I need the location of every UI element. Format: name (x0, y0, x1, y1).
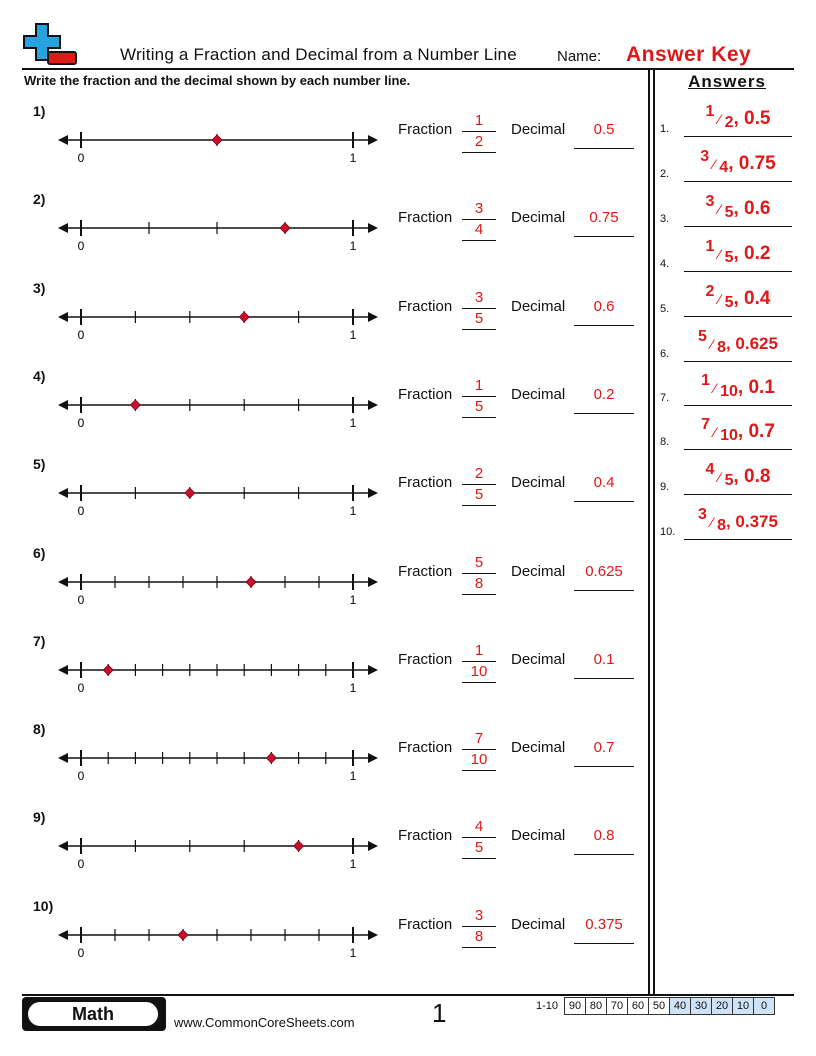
problem-number: 9) (33, 809, 46, 826)
number-line (56, 115, 380, 163)
decimal-label: Decimal (511, 474, 566, 492)
arrow-right-icon (368, 841, 378, 851)
problem-number: 8) (33, 721, 46, 738)
tick-label-one: 1 (349, 151, 357, 163)
fraction-answer (462, 376, 496, 418)
answer-separator: , (737, 377, 749, 398)
decimal-answer: 0.1 (593, 650, 615, 668)
arrow-left-icon (58, 135, 68, 145)
subject-label: Math (28, 1002, 158, 1026)
score-cell: 40 (670, 997, 691, 1015)
score-cell: 30 (691, 997, 712, 1015)
denominator: 10 (470, 751, 488, 769)
fraction-answer (462, 641, 496, 683)
arrow-right-icon (368, 135, 378, 145)
answer-item (660, 97, 794, 141)
tick-label-one: 1 (349, 239, 357, 252)
answer-line (574, 590, 634, 591)
numerator: 3 (474, 906, 484, 924)
problem-row (0, 103, 645, 191)
arrow-left-icon (58, 665, 68, 675)
fraction-label: Fraction (398, 474, 453, 492)
numerator: 1 (474, 641, 484, 659)
decimal-answer: 0.625 (585, 562, 623, 580)
answer-decimal: 0.625 (735, 334, 778, 353)
decimal-label: Decimal (511, 915, 566, 933)
fraction-answer (462, 111, 496, 153)
problem-number: 6) (33, 544, 46, 561)
answer-value (684, 328, 792, 357)
tick-label-zero: 0 (77, 857, 85, 870)
decimal-label: Decimal (511, 385, 566, 403)
fraction-slash: ⁄ (714, 111, 725, 127)
problem-row (0, 633, 645, 721)
score-cell: 0 (754, 997, 775, 1015)
denominator: 5 (474, 309, 484, 327)
problem-row (0, 368, 645, 456)
answer-numerator: 3 (700, 148, 710, 165)
answer-value (684, 416, 792, 445)
answer-decimal: 0.6 (744, 198, 771, 219)
answer-numerator: 1 (705, 238, 715, 255)
score-cell: 50 (649, 997, 670, 1015)
tick-label-one: 1 (349, 769, 357, 782)
page-number: 1 (432, 998, 447, 1028)
tick-label-zero: 0 (77, 327, 85, 340)
answer-key-label: Answer Key (626, 43, 752, 66)
fraction-slash: ⁄ (714, 246, 725, 262)
answer-numerator: 1 (701, 372, 710, 389)
tick-label-one: 1 (349, 680, 357, 693)
answer-line (574, 413, 634, 414)
answer-number: 10. (660, 526, 676, 538)
answer-line (574, 501, 634, 502)
arrow-right-icon (368, 312, 378, 322)
answer-decimal: 0.4 (744, 288, 771, 309)
numerator: 5 (474, 553, 484, 571)
answer-number: 8. (660, 436, 670, 448)
arrow-left-icon (58, 841, 68, 851)
top-rule (22, 68, 794, 70)
fraction-label: Fraction (398, 385, 453, 403)
answer-value (684, 372, 792, 401)
answer-numerator: 3 (698, 506, 707, 523)
answer-line (684, 226, 792, 227)
answer-separator: , (733, 243, 745, 264)
fraction-label: Fraction (398, 650, 453, 668)
point-marker (212, 135, 222, 145)
score-cell: 60 (628, 997, 649, 1015)
answer-value (684, 148, 792, 177)
answer-separator: , (737, 421, 749, 442)
tick-label-zero: 0 (77, 504, 85, 517)
problem-row (0, 191, 645, 279)
answer-item (660, 410, 794, 454)
answer-item (660, 500, 794, 544)
tick-label-zero: 0 (77, 680, 85, 693)
answer-numerator: 2 (705, 283, 715, 300)
answer-decimal: 0.75 (738, 153, 776, 174)
point-marker (246, 577, 256, 587)
answer-item (660, 322, 794, 366)
answer-decimal: 0.2 (744, 243, 771, 264)
point-marker (280, 223, 290, 233)
decimal-answer: 0.2 (593, 385, 615, 403)
answer-line (574, 148, 634, 149)
answer-value (684, 103, 792, 132)
answer-denominator: 5 (724, 249, 734, 266)
arrow-right-icon (368, 400, 378, 410)
number-line (56, 292, 380, 340)
fraction-slash: ⁄ (714, 201, 725, 217)
answer-decimal: 0.8 (744, 466, 771, 487)
website-link: www.CommonCoreSheets.com (174, 1015, 355, 1030)
score-table (530, 997, 775, 1015)
answer-line (462, 947, 496, 948)
point-marker (103, 665, 113, 675)
fraction-answer (462, 553, 496, 595)
problem-number: 4) (33, 367, 46, 384)
arrow-left-icon (58, 753, 68, 763)
number-line (56, 645, 380, 693)
score-cell: 10 (733, 997, 754, 1015)
numerator: 1 (474, 376, 484, 394)
fraction-label: Fraction (398, 121, 453, 138)
fraction-slash: ⁄ (714, 469, 725, 485)
answer-separator: , (733, 198, 745, 219)
answer-number: 5. (660, 303, 670, 315)
answer-line (462, 858, 496, 859)
answer-line (462, 505, 496, 506)
bottom-rule (22, 994, 794, 996)
answer-line (462, 240, 496, 241)
answer-line (574, 325, 634, 326)
denominator: 5 (474, 486, 484, 504)
problem-number: 1) (33, 103, 46, 119)
answer-number: 7. (660, 392, 670, 404)
decimal-answer: 0.75 (589, 209, 619, 227)
denominator: 10 (470, 662, 488, 680)
decimal-label: Decimal (511, 209, 566, 227)
fraction-label: Fraction (398, 562, 453, 580)
answers-header: Answers (688, 72, 766, 91)
number-line (56, 910, 380, 958)
answer-line (684, 361, 792, 362)
denominator: 4 (474, 221, 484, 239)
tick-label-one: 1 (349, 592, 357, 605)
fraction-slash: ⁄ (710, 380, 721, 396)
fraction-answer (462, 729, 496, 771)
fraction-slash: ⁄ (710, 424, 721, 440)
answer-denominator: 5 (724, 294, 734, 311)
answer-denominator: 5 (724, 204, 734, 221)
decimal-answer: 0.4 (593, 474, 615, 492)
point-marker (266, 753, 276, 763)
answer-numerator: 1 (705, 103, 715, 120)
numerator: 4 (474, 818, 484, 836)
answer-numerator: 4 (705, 461, 715, 478)
tick-label-one: 1 (349, 857, 357, 870)
fraction-answer (462, 817, 496, 859)
name-label: Name: (557, 48, 602, 65)
decimal-label: Decimal (511, 562, 566, 580)
denominator: 2 (474, 133, 484, 150)
fraction-label: Fraction (398, 915, 453, 933)
numerator: 2 (474, 465, 484, 483)
arrow-left-icon (58, 223, 68, 233)
problem-row (0, 809, 645, 897)
answer-denominator: 8 (717, 517, 726, 534)
answer-value (684, 283, 792, 312)
arrow-right-icon (368, 223, 378, 233)
logo-plus-minus-icon (22, 22, 80, 70)
arrow-right-icon (368, 753, 378, 763)
answer-line (462, 417, 496, 418)
answer-value (684, 461, 792, 490)
point-marker (239, 312, 249, 322)
number-line (56, 380, 380, 428)
decimal-label: Decimal (511, 739, 566, 757)
numerator: 1 (474, 112, 484, 129)
problem-row (0, 898, 645, 986)
answer-line (462, 770, 496, 771)
answer-line (684, 181, 792, 182)
arrow-left-icon (58, 488, 68, 498)
answer-item (660, 142, 794, 186)
number-line (56, 821, 380, 869)
fraction-label: Fraction (398, 209, 453, 227)
numerator: 7 (474, 730, 484, 748)
answer-line (684, 405, 792, 406)
answer-line (574, 236, 634, 237)
answer-denominator: 8 (717, 339, 726, 356)
answer-line (574, 766, 634, 767)
answer-line (684, 271, 792, 272)
decimal-label: Decimal (511, 297, 566, 315)
arrow-right-icon (368, 577, 378, 587)
answer-item (660, 277, 794, 321)
answer-line (574, 678, 634, 679)
fraction-slash: ⁄ (714, 291, 725, 307)
tick-label-one: 1 (349, 504, 357, 517)
answer-line (684, 539, 792, 540)
score-cell: 20 (712, 997, 733, 1015)
decimal-label: Decimal (511, 121, 566, 138)
column-divider (648, 68, 650, 996)
numerator: 3 (474, 200, 484, 218)
arrow-left-icon (58, 930, 68, 940)
answer-value (684, 193, 792, 222)
number-line (56, 733, 380, 781)
point-marker (185, 488, 195, 498)
numerator: 3 (474, 288, 484, 306)
denominator: 5 (474, 397, 484, 415)
tick-label-one: 1 (349, 327, 357, 340)
answer-denominator: 4 (719, 159, 729, 176)
tick-label-one: 1 (349, 415, 357, 428)
fraction-answer (462, 288, 496, 330)
fraction-slash: ⁄ (709, 156, 720, 172)
answer-line (462, 329, 496, 330)
score-cell: 80 (586, 997, 607, 1015)
answer-number: 1. (660, 123, 670, 135)
answer-numerator: 3 (705, 193, 715, 210)
tick-label-zero: 0 (77, 239, 85, 252)
answer-line (684, 136, 792, 137)
decimal-label: Decimal (511, 650, 566, 668)
arrow-right-icon (368, 665, 378, 675)
problem-row (0, 280, 645, 368)
answer-separator: , (733, 108, 745, 129)
answer-line (684, 316, 792, 317)
answer-separator: , (733, 466, 745, 487)
answer-separator: , (725, 334, 736, 353)
decimal-answer: 0.8 (593, 827, 615, 845)
fraction-answer (462, 464, 496, 506)
fraction-answer (462, 199, 496, 241)
tick-label-one: 1 (349, 945, 357, 958)
instructions: Write the fraction and the decimal shown by each number line. (24, 73, 411, 88)
answer-value (684, 506, 792, 535)
answer-line (462, 594, 496, 595)
answer-numerator: 5 (698, 328, 707, 345)
denominator: 5 (474, 839, 484, 857)
problem-number: 2) (33, 191, 46, 208)
problem-number: 5) (33, 456, 46, 473)
fraction-label: Fraction (398, 739, 453, 757)
subject-badge (22, 997, 166, 1031)
arrow-right-icon (368, 488, 378, 498)
point-marker (130, 400, 140, 410)
problem-row (0, 456, 645, 544)
answer-line (684, 494, 792, 495)
answer-line (684, 449, 792, 450)
problem-row (0, 545, 645, 633)
problem-row (0, 721, 645, 809)
score-range-label: 1-10 (535, 1000, 559, 1012)
decimal-answer: 0.375 (585, 915, 623, 933)
point-marker (178, 930, 188, 940)
arrow-left-icon (58, 577, 68, 587)
arrow-right-icon (368, 930, 378, 940)
answer-number: 9. (660, 481, 670, 493)
answer-denominator: 10 (720, 427, 738, 444)
tick-label-zero: 0 (77, 945, 85, 958)
answer-denominator: 5 (724, 472, 734, 489)
fraction-label: Fraction (398, 297, 453, 315)
answer-separator: , (733, 288, 745, 309)
point-marker (294, 841, 304, 851)
number-line (56, 203, 380, 251)
answer-denominator: 2 (724, 114, 734, 131)
answer-line (462, 682, 496, 683)
score-cell: 90 (564, 997, 586, 1015)
answer-number: 3. (660, 213, 670, 225)
number-line (56, 468, 380, 516)
tick-label-zero: 0 (77, 151, 85, 163)
answer-numerator: 7 (701, 416, 710, 433)
answer-decimal: 0.7 (748, 421, 775, 442)
tick-label-zero: 0 (77, 415, 85, 428)
arrow-left-icon (58, 312, 68, 322)
answer-line (574, 943, 634, 944)
problem-number: 10) (33, 897, 54, 914)
problem-number: 7) (33, 632, 46, 649)
answer-number: 2. (660, 168, 670, 180)
decimal-answer: 0.5 (593, 121, 615, 138)
decimal-label: Decimal (511, 827, 566, 845)
answer-number: 4. (660, 258, 670, 270)
problem-number: 3) (33, 279, 46, 296)
answer-value (684, 238, 792, 267)
answer-line (462, 152, 496, 153)
decimal-answer: 0.6 (593, 297, 615, 315)
answer-number: 6. (660, 348, 670, 360)
tick-label-zero: 0 (77, 592, 85, 605)
score-cell: 70 (607, 997, 628, 1015)
fraction-slash: ⁄ (706, 336, 718, 352)
column-divider (653, 68, 655, 996)
worksheet-title: Writing a Fraction and Decimal from a Number Line (120, 45, 517, 64)
answer-line (574, 854, 634, 855)
fraction-slash: ⁄ (706, 514, 718, 530)
answer-decimal: 0.375 (735, 512, 778, 531)
answer-item (660, 187, 794, 231)
answer-separator: , (728, 153, 739, 174)
fraction-label: Fraction (398, 827, 453, 845)
denominator: 8 (474, 574, 484, 592)
answer-item (660, 455, 794, 499)
decimal-answer: 0.7 (593, 739, 615, 757)
answer-separator: , (725, 512, 736, 531)
arrow-left-icon (58, 400, 68, 410)
answer-denominator: 10 (720, 383, 738, 400)
answer-decimal: 0.5 (744, 108, 771, 129)
denominator: 8 (474, 927, 484, 945)
answer-decimal: 0.1 (748, 377, 775, 398)
fraction-answer (462, 906, 496, 948)
number-line (56, 557, 380, 605)
answer-item (660, 232, 794, 276)
tick-label-zero: 0 (77, 769, 85, 782)
answer-item (660, 366, 794, 410)
